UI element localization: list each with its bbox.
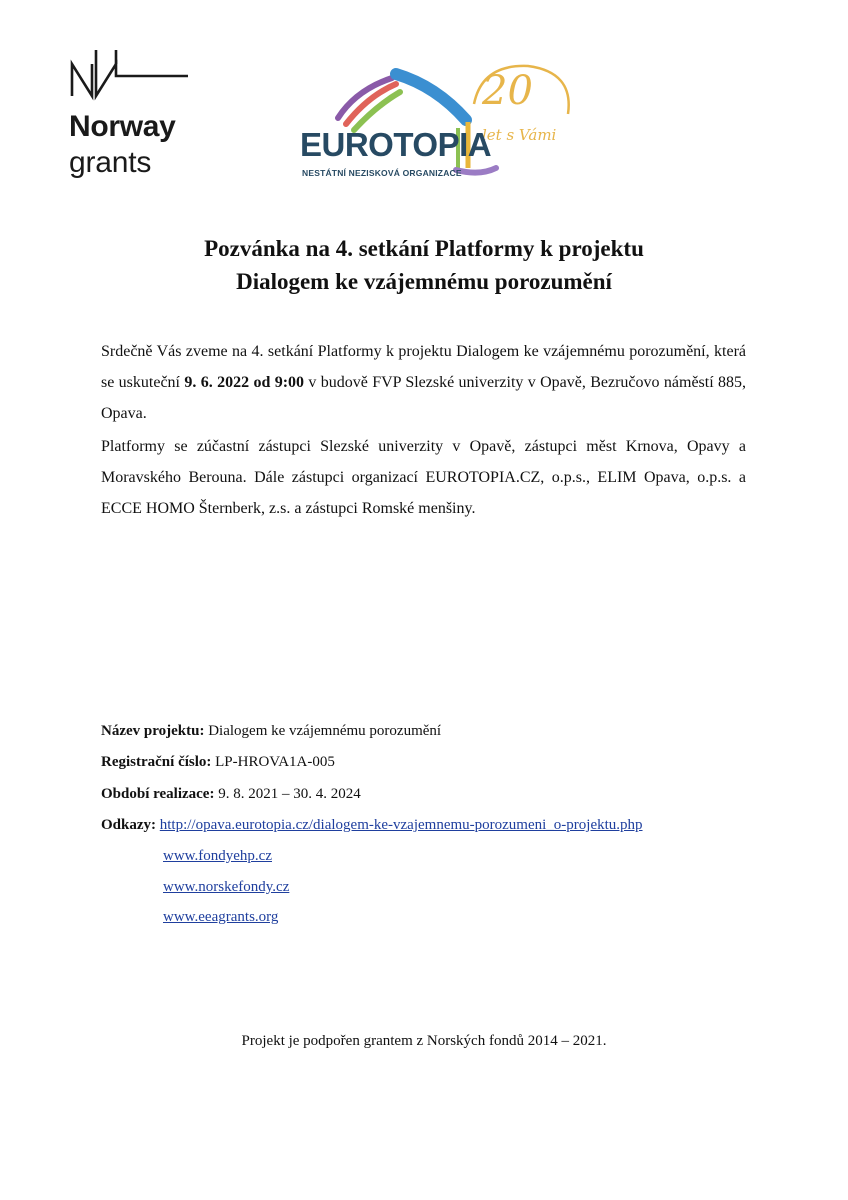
links-label: Odkazy: (101, 817, 157, 833)
invitation-text-end: v budově FVP Slezské univerzity v Opavě, Bezručovo náměstí 885, Opava. (101, 374, 747, 422)
participants-paragraph: Platformy se zúčastní zástupci Slezské univerzity v Opavě, zástupci měst Krnova, Opavy a Moravského Berouna. Dále zástupci organizací EUROTOPIA.CZ, o.p.s., ELIM Opava, o.p.s. a ECCE HOMO Šternberk, z.s. a zástupci Romské menšiny. (101, 438, 746, 517)
norway-grants-logo (68, 46, 198, 186)
project-name-value: Dialogem ke vzájemnému porozumění (208, 723, 442, 739)
realization-period-value: 9. 8. 2021 – 30. 4. 2024 (218, 786, 361, 802)
link-line (163, 877, 289, 897)
event-date-time: 9. 6. 2022 od 9:00 (184, 374, 305, 391)
eurotopia-logo-subtitle: NESTÁTNÍ NEZISKOVÁ ORGANIZACE (302, 168, 462, 178)
norway-grants-mark-icon (68, 46, 198, 106)
invitation-text-start: Srdečně Vás zveme na 4. setkání Platformy k projektu Dialogem ke vzájemnému porozumění, která se uskuteční (101, 343, 746, 391)
eeagrants-link[interactable]: www.eeagrants.org (163, 909, 279, 925)
registration-number-row (101, 752, 335, 772)
anniversary-text: let s Vámi (482, 126, 557, 144)
link-line (163, 846, 272, 866)
page-title (100, 232, 748, 298)
links-row (101, 815, 643, 835)
invitation-paragraph (101, 336, 746, 429)
norskefondy-link[interactable]: www.norskefondy.cz (163, 879, 290, 895)
title-line-2: Dialogem ke vzájemnému porozumění (236, 269, 612, 294)
realization-period-label: Období realizace: (101, 786, 215, 802)
norway-logo-text: Norway (69, 110, 176, 143)
eurotopia-roof-icon (296, 58, 586, 186)
project-page-link[interactable]: http://opava.eurotopia.cz/dialogem-ke-vzajemnemu-porozumeni_o-projektu.php (159, 817, 643, 833)
title-line-1: Pozvánka na 4. setkání Platformy k projektu (204, 236, 644, 261)
realization-period-row (101, 784, 361, 804)
eurotopia-logo (296, 58, 586, 186)
fondyehp-link[interactable]: www.fondyehp.cz (163, 848, 272, 864)
registration-number-label: Registrační číslo: (101, 754, 212, 770)
project-name-label: Název projektu: (101, 723, 205, 739)
grants-logo-text: grants (69, 146, 152, 179)
eurotopia-logo-text: EUROTOPIA (300, 126, 492, 163)
link-line (163, 907, 278, 927)
anniversary-number: 20 (482, 68, 533, 114)
funding-note: Projekt je podpořen grantem z Norských fondů 2014 – 2021. (241, 1033, 607, 1049)
project-name-row (101, 721, 441, 741)
registration-number-value: LP-HROVA1A-005 (215, 754, 335, 770)
